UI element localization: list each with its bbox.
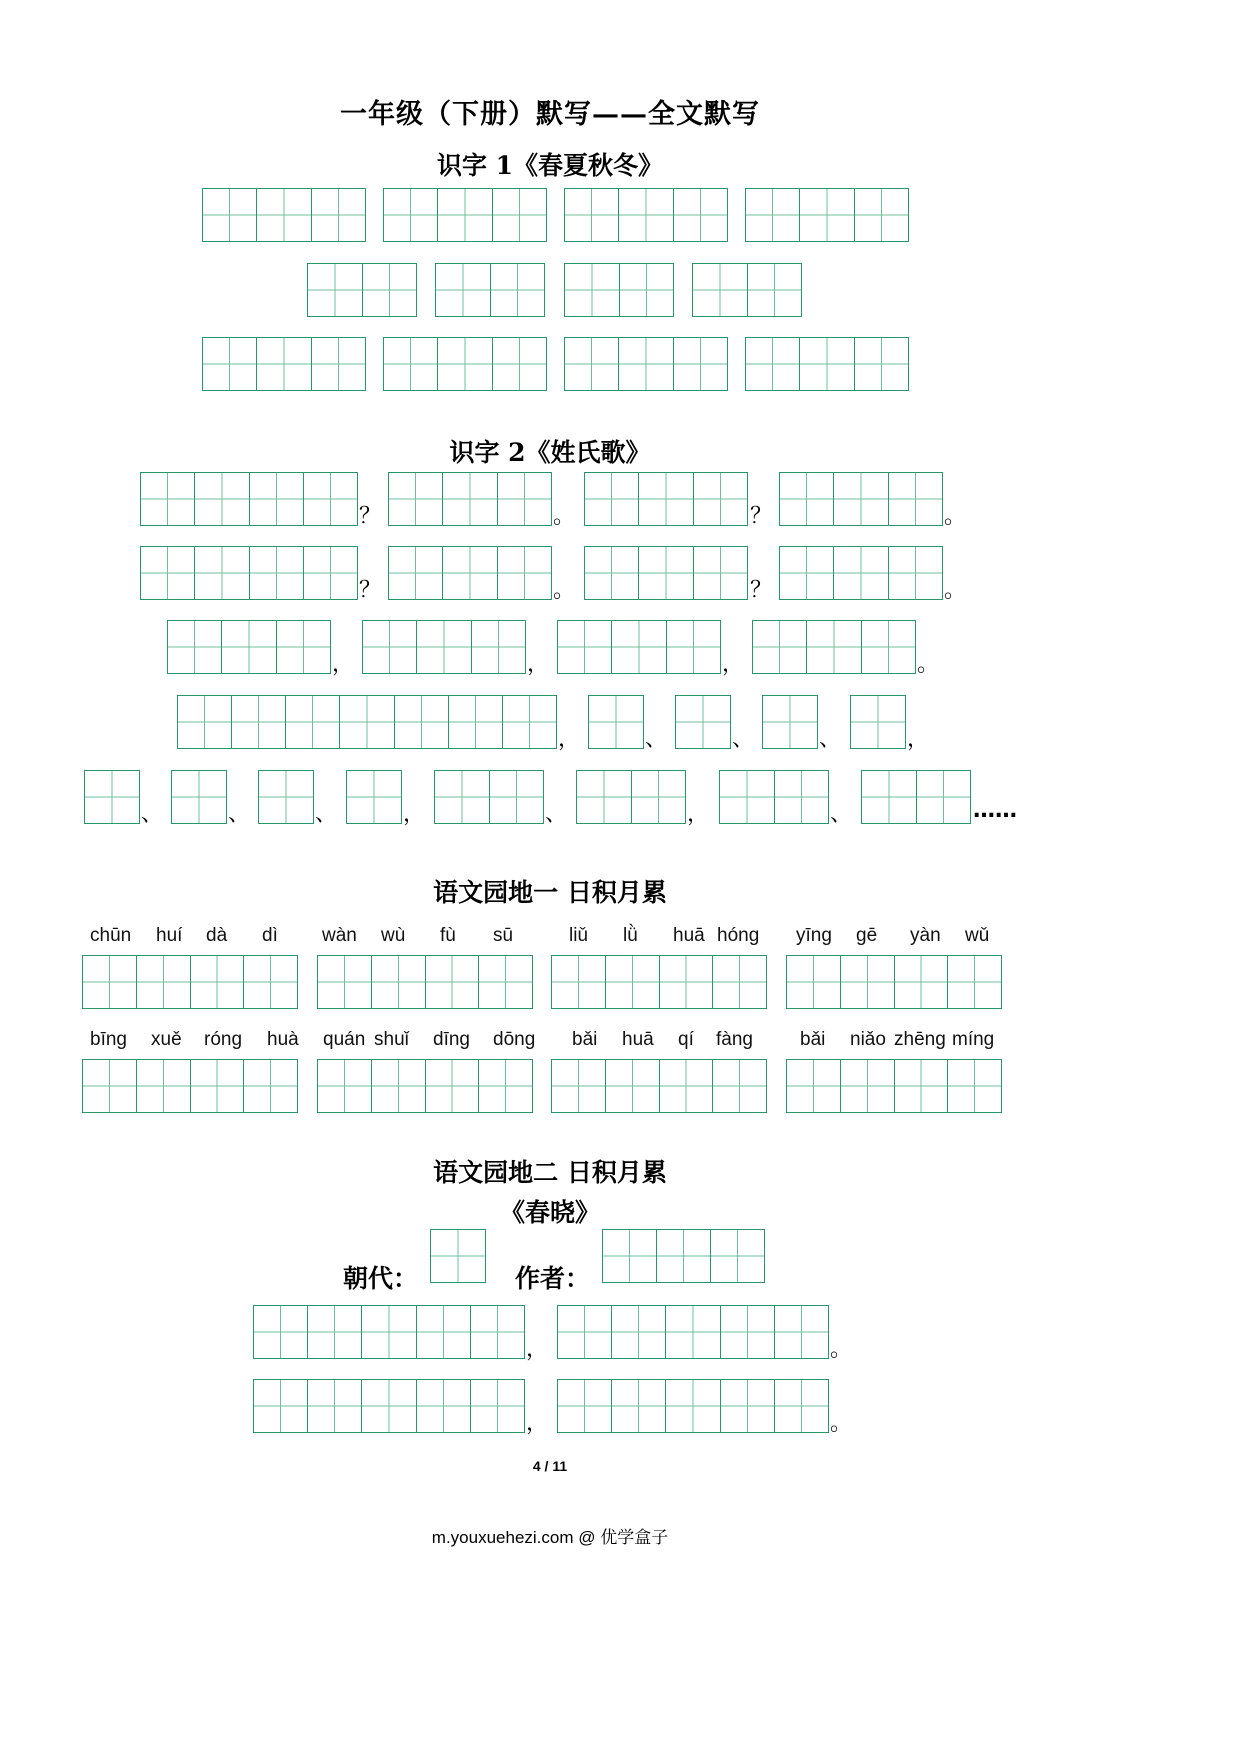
pinyin-label: xuě	[151, 1029, 182, 1050]
writing-cell[interactable]	[312, 338, 365, 390]
writing-cell[interactable]	[472, 621, 525, 673]
writing-cell[interactable]	[807, 621, 861, 673]
punctuation-mark: 。	[553, 578, 576, 603]
writing-cell[interactable]	[449, 696, 503, 748]
section-title-yuwenyuandi-2: 语文园地二 日积月累	[433, 1158, 667, 1187]
writing-cell[interactable]	[657, 1230, 711, 1282]
section-title-xingshige: 识字 2《姓氏歌》	[449, 438, 651, 467]
pinyin-label: bǎi	[572, 1029, 598, 1050]
pinyin-label: shuǐ	[374, 1029, 409, 1050]
pinyin-label: dì	[262, 925, 278, 946]
writing-cell[interactable]	[552, 956, 606, 1008]
punctuation-mark: ，	[332, 652, 355, 677]
pinyin-label: qí	[678, 1029, 694, 1050]
writing-cell[interactable]	[426, 956, 480, 1008]
writing-cell[interactable]	[585, 547, 639, 599]
footer-watermark: m.youxuehezi.com @ 优学盒子	[431, 1528, 669, 1547]
writing-grid[interactable]	[557, 1305, 829, 1359]
pinyin-label: huā	[622, 1029, 654, 1050]
punctuation-mark: ，	[526, 1411, 549, 1436]
writing-cell[interactable]	[693, 264, 748, 316]
punctuation-mark: 、	[545, 802, 568, 827]
punctuation-mark: 。	[944, 504, 967, 529]
punctuation-mark: ，	[403, 802, 426, 827]
writing-cell[interactable]	[841, 956, 895, 1008]
writing-cell[interactable]	[389, 547, 443, 599]
writing-cell[interactable]	[83, 956, 137, 1008]
writing-cell[interactable]	[895, 956, 949, 1008]
writing-cell[interactable]	[855, 189, 908, 241]
writing-cell[interactable]	[222, 621, 276, 673]
pinyin-label: huí	[156, 925, 183, 946]
writing-cell[interactable]	[612, 621, 666, 673]
writing-cell[interactable]	[748, 264, 802, 316]
dynasty-writing-grid[interactable]	[430, 1229, 486, 1283]
writing-cell[interactable]	[780, 473, 834, 525]
page-title: 一年级（下册）默写——全文默写	[340, 99, 760, 130]
writing-cell[interactable]	[308, 1306, 362, 1358]
writing-cell[interactable]	[606, 1060, 660, 1112]
writing-cell[interactable]	[250, 473, 304, 525]
writing-cell[interactable]	[438, 338, 492, 390]
writing-grid[interactable]	[140, 546, 358, 600]
writing-cell[interactable]	[168, 621, 222, 673]
punctuation-mark: ？	[359, 578, 382, 603]
pinyin-label: dà	[206, 925, 228, 946]
writing-grid[interactable]	[253, 1379, 525, 1433]
pinyin-label: huā	[673, 925, 705, 946]
writing-cell[interactable]	[479, 956, 532, 1008]
punctuation-mark: 、	[732, 727, 755, 752]
writing-cell[interactable]	[834, 547, 888, 599]
writing-cell[interactable]	[780, 547, 834, 599]
writing-cell[interactable]	[417, 1306, 471, 1358]
writing-grid[interactable]	[576, 770, 686, 824]
pinyin-label: wǔ	[965, 925, 990, 946]
writing-cell[interactable]	[558, 621, 612, 673]
writing-cell[interactable]	[438, 189, 492, 241]
writing-cell[interactable]	[711, 1230, 764, 1282]
writing-cell[interactable]	[787, 1060, 841, 1112]
writing-cell[interactable]	[612, 1380, 666, 1432]
writing-cell[interactable]	[565, 264, 620, 316]
writing-grid[interactable]	[388, 546, 552, 600]
writing-grid[interactable]	[692, 263, 802, 317]
writing-cell[interactable]	[490, 771, 544, 823]
pinyin-label: niǎo	[850, 1029, 886, 1050]
writing-cell[interactable]	[800, 189, 854, 241]
writing-grid[interactable]	[588, 695, 644, 749]
writing-cell[interactable]	[948, 956, 1001, 1008]
writing-cell[interactable]	[565, 189, 619, 241]
writing-cell[interactable]	[363, 264, 417, 316]
author-label: 作者：	[515, 1264, 591, 1293]
writing-grid[interactable]	[202, 188, 366, 242]
writing-cell[interactable]	[257, 338, 311, 390]
punctuation-mark: 。	[917, 652, 940, 677]
writing-cell[interactable]	[395, 696, 449, 748]
writing-cell[interactable]	[889, 547, 942, 599]
punctuation-mark: ，	[558, 727, 581, 752]
writing-cell[interactable]	[552, 1060, 606, 1112]
writing-grid[interactable]	[167, 620, 331, 674]
writing-cell[interactable]	[862, 771, 917, 823]
writing-cell[interactable]	[855, 338, 908, 390]
writing-grid[interactable]	[140, 472, 358, 526]
punctuation-mark: 、	[819, 727, 842, 752]
writing-cell[interactable]	[443, 547, 497, 599]
punctuation-mark: ，	[722, 652, 745, 677]
section-title-yuwenyuandi-1: 语文园地一 日积月累	[433, 878, 667, 907]
page-number: 4 / 11	[532, 1458, 568, 1474]
writing-cell[interactable]	[753, 621, 807, 673]
punctuation-mark: ，	[527, 652, 550, 677]
writing-cell[interactable]	[948, 1060, 1001, 1112]
writing-cell[interactable]	[372, 956, 426, 1008]
writing-cell[interactable]	[498, 473, 551, 525]
punctuation-mark: ？	[359, 504, 382, 529]
writing-cell[interactable]	[308, 264, 363, 316]
writing-cell[interactable]	[435, 771, 490, 823]
writing-grid[interactable]	[551, 1059, 767, 1113]
writing-cell[interactable]	[277, 621, 330, 673]
writing-grid[interactable]	[564, 337, 728, 391]
pinyin-label: hóng	[717, 925, 760, 946]
writing-cell[interactable]	[244, 956, 297, 1008]
author-writing-grid[interactable]	[602, 1229, 765, 1283]
writing-cell[interactable]	[694, 547, 747, 599]
writing-grid[interactable]	[786, 1059, 1002, 1113]
writing-grid[interactable]	[253, 1305, 525, 1359]
pinyin-label: wù	[381, 925, 406, 946]
writing-cell[interactable]	[720, 771, 775, 823]
writing-cell[interactable]	[318, 956, 372, 1008]
writing-grid[interactable]	[84, 770, 140, 824]
writing-cell[interactable]	[666, 1380, 720, 1432]
writing-cell[interactable]	[312, 189, 365, 241]
writing-cell[interactable]	[384, 189, 438, 241]
writing-cell[interactable]	[603, 1230, 657, 1282]
writing-cell[interactable]	[851, 696, 905, 748]
punctuation-mark: 、	[645, 727, 668, 752]
writing-cell[interactable]	[443, 473, 497, 525]
writing-cell[interactable]	[254, 1306, 308, 1358]
writing-cell[interactable]	[141, 473, 195, 525]
writing-grid[interactable]	[82, 955, 298, 1009]
writing-cell[interactable]	[479, 1060, 532, 1112]
writing-cell[interactable]	[259, 771, 313, 823]
pinyin-label: liǔ	[569, 925, 589, 946]
writing-cell[interactable]	[619, 338, 673, 390]
writing-cell[interactable]	[763, 696, 817, 748]
writing-cell[interactable]	[471, 1306, 524, 1358]
pinyin-label: dīng	[433, 1029, 470, 1050]
writing-cell[interactable]	[676, 696, 730, 748]
writing-cell[interactable]	[612, 1306, 666, 1358]
writing-grid[interactable]	[675, 695, 731, 749]
writing-cell[interactable]	[304, 473, 357, 525]
punctuation-mark: 。	[553, 504, 576, 529]
pinyin-label: zhēng	[894, 1029, 946, 1050]
writing-cell[interactable]	[632, 771, 686, 823]
punctuation-mark: 。	[830, 1337, 853, 1362]
pinyin-label: huà	[267, 1029, 299, 1050]
writing-cell[interactable]	[713, 956, 766, 1008]
writing-grid[interactable]	[786, 955, 1002, 1009]
punctuation-mark: 。	[830, 1411, 853, 1436]
writing-grid[interactable]	[745, 188, 909, 242]
writing-grid[interactable]	[564, 188, 728, 242]
writing-grid[interactable]	[177, 695, 557, 749]
pinyin-label: dōng	[493, 1029, 536, 1050]
writing-cell[interactable]	[372, 1060, 426, 1112]
writing-cell[interactable]	[137, 1060, 191, 1112]
writing-cell[interactable]	[787, 956, 841, 1008]
writing-grid[interactable]	[861, 770, 971, 824]
writing-cell[interactable]	[585, 473, 639, 525]
pinyin-label: lǜ	[623, 925, 638, 946]
writing-grid[interactable]	[551, 955, 767, 1009]
writing-cell[interactable]	[318, 1060, 372, 1112]
writing-cell[interactable]	[746, 338, 800, 390]
dynasty-label: 朝代：	[343, 1264, 419, 1293]
writing-cell[interactable]	[639, 547, 693, 599]
writing-grid[interactable]	[752, 620, 916, 674]
pinyin-label: wàn	[322, 925, 357, 946]
writing-grid[interactable]	[719, 770, 829, 824]
writing-cell[interactable]	[674, 189, 727, 241]
pinyin-label: gē	[856, 925, 878, 946]
pinyin-label: chūn	[90, 925, 132, 946]
writing-cell[interactable]	[746, 189, 800, 241]
writing-cell[interactable]	[577, 771, 632, 823]
writing-cell[interactable]	[389, 473, 443, 525]
writing-grid[interactable]	[584, 546, 748, 600]
punctuation-mark: ？	[750, 578, 773, 603]
writing-cell[interactable]	[775, 1306, 828, 1358]
writing-cell[interactable]	[666, 1306, 720, 1358]
writing-cell[interactable]	[203, 189, 257, 241]
writing-cell[interactable]	[203, 338, 257, 390]
writing-cell[interactable]	[775, 771, 829, 823]
writing-grid[interactable]	[307, 263, 417, 317]
writing-cell[interactable]	[889, 473, 942, 525]
writing-cell[interactable]	[286, 696, 340, 748]
writing-cell[interactable]	[841, 1060, 895, 1112]
writing-cell[interactable]	[417, 1380, 471, 1432]
writing-cell[interactable]	[137, 956, 191, 1008]
writing-grid[interactable]	[850, 695, 906, 749]
writing-cell[interactable]	[362, 1306, 416, 1358]
writing-grid[interactable]	[383, 188, 547, 242]
section-title-chunxiaqiudong: 识字 1《春夏秋冬》	[436, 151, 664, 180]
writing-grid[interactable]	[745, 337, 909, 391]
writing-cell[interactable]	[340, 696, 394, 748]
writing-cell[interactable]	[195, 547, 249, 599]
writing-grid[interactable]	[317, 1059, 533, 1113]
writing-cell[interactable]	[558, 1380, 612, 1432]
writing-grid[interactable]	[435, 263, 545, 317]
ellipsis: ……	[973, 798, 1017, 823]
writing-grid[interactable]	[557, 1379, 829, 1433]
pinyin-label: bīng	[90, 1029, 127, 1050]
writing-cell[interactable]	[141, 547, 195, 599]
punctuation-mark: 、	[141, 802, 164, 827]
writing-cell[interactable]	[436, 264, 491, 316]
writing-cell[interactable]	[250, 547, 304, 599]
writing-cell[interactable]	[620, 264, 674, 316]
writing-cell[interactable]	[558, 1306, 612, 1358]
punctuation-mark: ，	[687, 802, 710, 827]
writing-cell[interactable]	[254, 1380, 308, 1432]
writing-cell[interactable]	[660, 956, 714, 1008]
writing-cell[interactable]	[667, 621, 720, 673]
writing-grid[interactable]	[383, 337, 547, 391]
writing-cell[interactable]	[172, 771, 226, 823]
writing-cell[interactable]	[308, 1380, 362, 1432]
pinyin-label: fàng	[716, 1029, 753, 1050]
writing-cell[interactable]	[713, 1060, 766, 1112]
writing-cell[interactable]	[362, 1380, 416, 1432]
pinyin-label: sū	[493, 925, 514, 946]
writing-grid[interactable]	[258, 770, 314, 824]
writing-grid[interactable]	[762, 695, 818, 749]
writing-grid[interactable]	[557, 620, 721, 674]
writing-grid[interactable]	[779, 472, 943, 526]
writing-cell[interactable]	[498, 547, 551, 599]
writing-cell[interactable]	[191, 956, 245, 1008]
writing-cell[interactable]	[589, 696, 643, 748]
writing-cell[interactable]	[775, 1380, 828, 1432]
pinyin-label: yàn	[910, 925, 941, 946]
writing-cell[interactable]	[178, 696, 232, 748]
writing-cell[interactable]	[491, 264, 545, 316]
punctuation-mark: 、	[315, 802, 338, 827]
writing-cell[interactable]	[917, 771, 971, 823]
punctuation-mark: 。	[944, 578, 967, 603]
writing-cell[interactable]	[721, 1380, 775, 1432]
writing-cell[interactable]	[257, 189, 311, 241]
writing-cell[interactable]	[895, 1060, 949, 1112]
writing-cell[interactable]	[565, 338, 619, 390]
writing-cell[interactable]	[85, 771, 139, 823]
writing-cell[interactable]	[384, 338, 438, 390]
writing-grid[interactable]	[82, 1059, 298, 1113]
pinyin-label: quán	[323, 1029, 366, 1050]
writing-grid[interactable]	[779, 546, 943, 600]
writing-cell[interactable]	[304, 547, 357, 599]
writing-cell[interactable]	[694, 473, 747, 525]
writing-cell[interactable]	[721, 1306, 775, 1358]
writing-grid[interactable]	[584, 472, 748, 526]
writing-grid[interactable]	[171, 770, 227, 824]
poem-title: 《春晓》	[499, 1198, 600, 1227]
pinyin-label: róng	[204, 1029, 243, 1050]
writing-cell[interactable]	[606, 956, 660, 1008]
writing-cell[interactable]	[195, 473, 249, 525]
writing-cell[interactable]	[503, 696, 556, 748]
writing-cell[interactable]	[244, 1060, 297, 1112]
writing-cell[interactable]	[493, 338, 546, 390]
writing-cell[interactable]	[426, 1060, 480, 1112]
writing-cell[interactable]	[431, 1230, 485, 1282]
writing-cell[interactable]	[83, 1060, 137, 1112]
writing-grid[interactable]	[202, 337, 366, 391]
writing-cell[interactable]	[493, 189, 546, 241]
pinyin-label: bǎi	[800, 1029, 826, 1050]
writing-grid[interactable]	[317, 955, 533, 1009]
writing-cell[interactable]	[347, 771, 401, 823]
writing-cell[interactable]	[800, 338, 854, 390]
writing-cell[interactable]	[619, 189, 673, 241]
punctuation-mark: 、	[830, 802, 853, 827]
punctuation-mark: 、	[228, 802, 251, 827]
writing-grid[interactable]	[564, 263, 674, 317]
pinyin-label: yīng	[796, 925, 832, 946]
writing-cell[interactable]	[674, 338, 727, 390]
writing-grid[interactable]	[388, 472, 552, 526]
writing-cell[interactable]	[363, 621, 417, 673]
writing-cell[interactable]	[660, 1060, 714, 1112]
writing-cell[interactable]	[862, 621, 915, 673]
pinyin-label: fù	[440, 925, 456, 946]
writing-grid[interactable]	[434, 770, 544, 824]
punctuation-mark: ？	[750, 504, 773, 529]
writing-grid[interactable]	[362, 620, 526, 674]
writing-cell[interactable]	[834, 473, 888, 525]
writing-cell[interactable]	[232, 696, 286, 748]
pinyin-label: míng	[952, 1029, 995, 1050]
writing-grid[interactable]	[346, 770, 402, 824]
writing-cell[interactable]	[191, 1060, 245, 1112]
punctuation-mark: ，	[907, 727, 930, 752]
writing-cell[interactable]	[417, 621, 471, 673]
writing-cell[interactable]	[471, 1380, 524, 1432]
writing-cell[interactable]	[639, 473, 693, 525]
punctuation-mark: ，	[526, 1337, 549, 1362]
